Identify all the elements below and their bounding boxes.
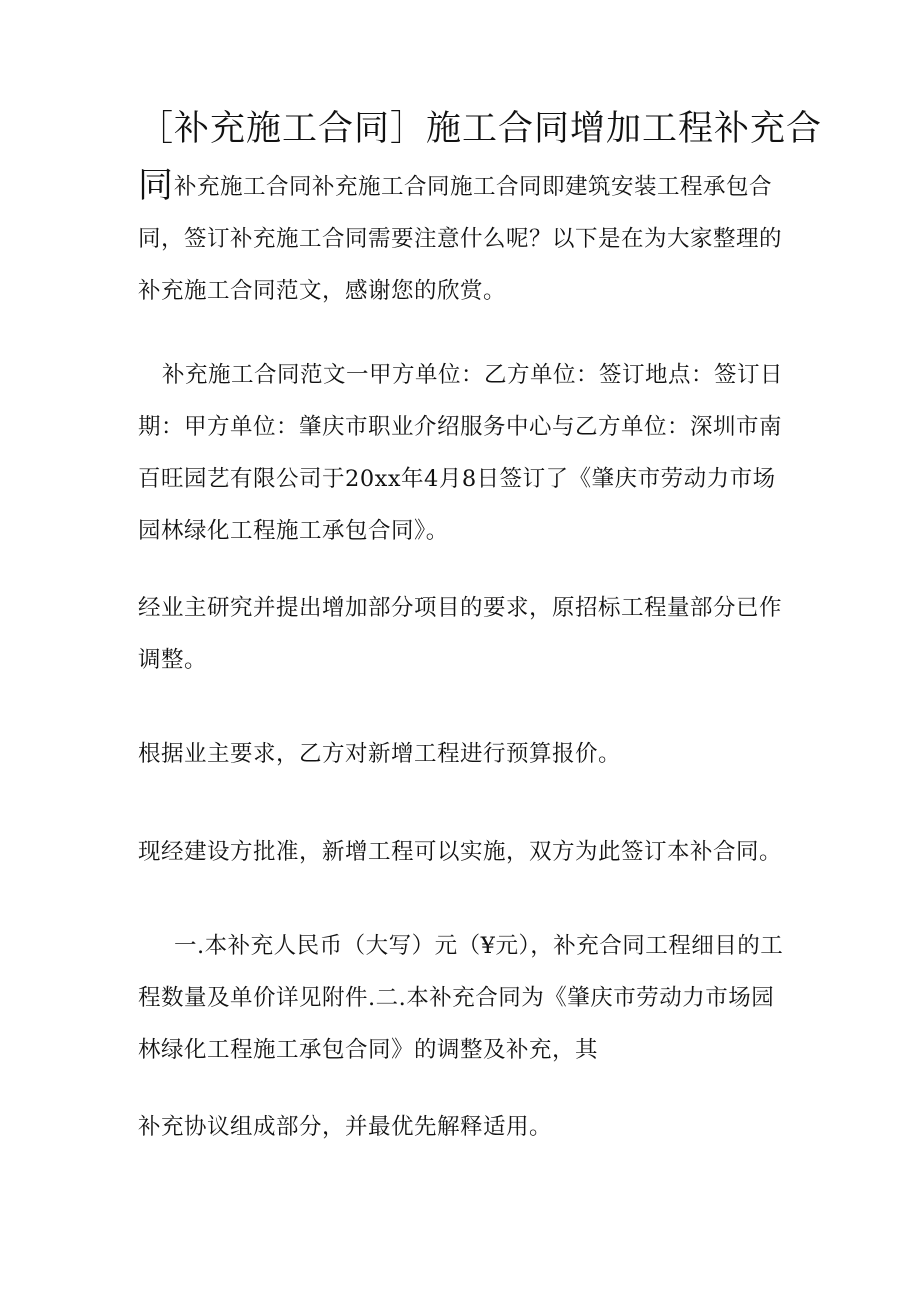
paragraph-owner-request: 经业主研究并提出增加部分项目的要求，原招标工程量部分已作调整。: [138, 595, 783, 673]
document-title: ［补充施工合同］施工合同增加工程补充合: [138, 109, 823, 149]
intro-text: 补充施工合同补充施工合同施工合同即建筑安装工程承包合同，签订补充施工合同需要注意什么呢？以下是在为大家整理的补充施工合同范文，感谢您的欣赏。: [138, 174, 783, 304]
paragraph-budget-quote: 根据业主要求，乙方对新增工程进行预算报价。: [138, 741, 622, 767]
intro-paragraph: [138, 160, 788, 317]
document-title-continuation: 同: [138, 166, 175, 206]
paragraph-priority: 补充协议组成部分，并最优先解释适用。: [138, 1114, 553, 1140]
paragraph-approval: 现经建设方批准，新增工程可以实施，双方为此签订本补合同。: [138, 839, 783, 865]
paragraph-contract-parties: 补充施工合同范文一甲方单位：乙方单位：签订地点：签订日期：甲方单位：肇庆市职业介绍服务中心与乙方单位：深圳市南百旺园艺有限公司于20xx年4月8日签订了《肇庆市劳动力市场园林绿化工程施工承包合同》。: [138, 362, 784, 544]
paragraph-clauses: 一.本补充人民币（大写）元（¥元），补充合同工程细目的工程数量及单价详见附件.二.本补充合同为《肇庆市劳动力市场园林绿化工程施工承包合同》的调整及补充，其: [138, 933, 784, 1063]
